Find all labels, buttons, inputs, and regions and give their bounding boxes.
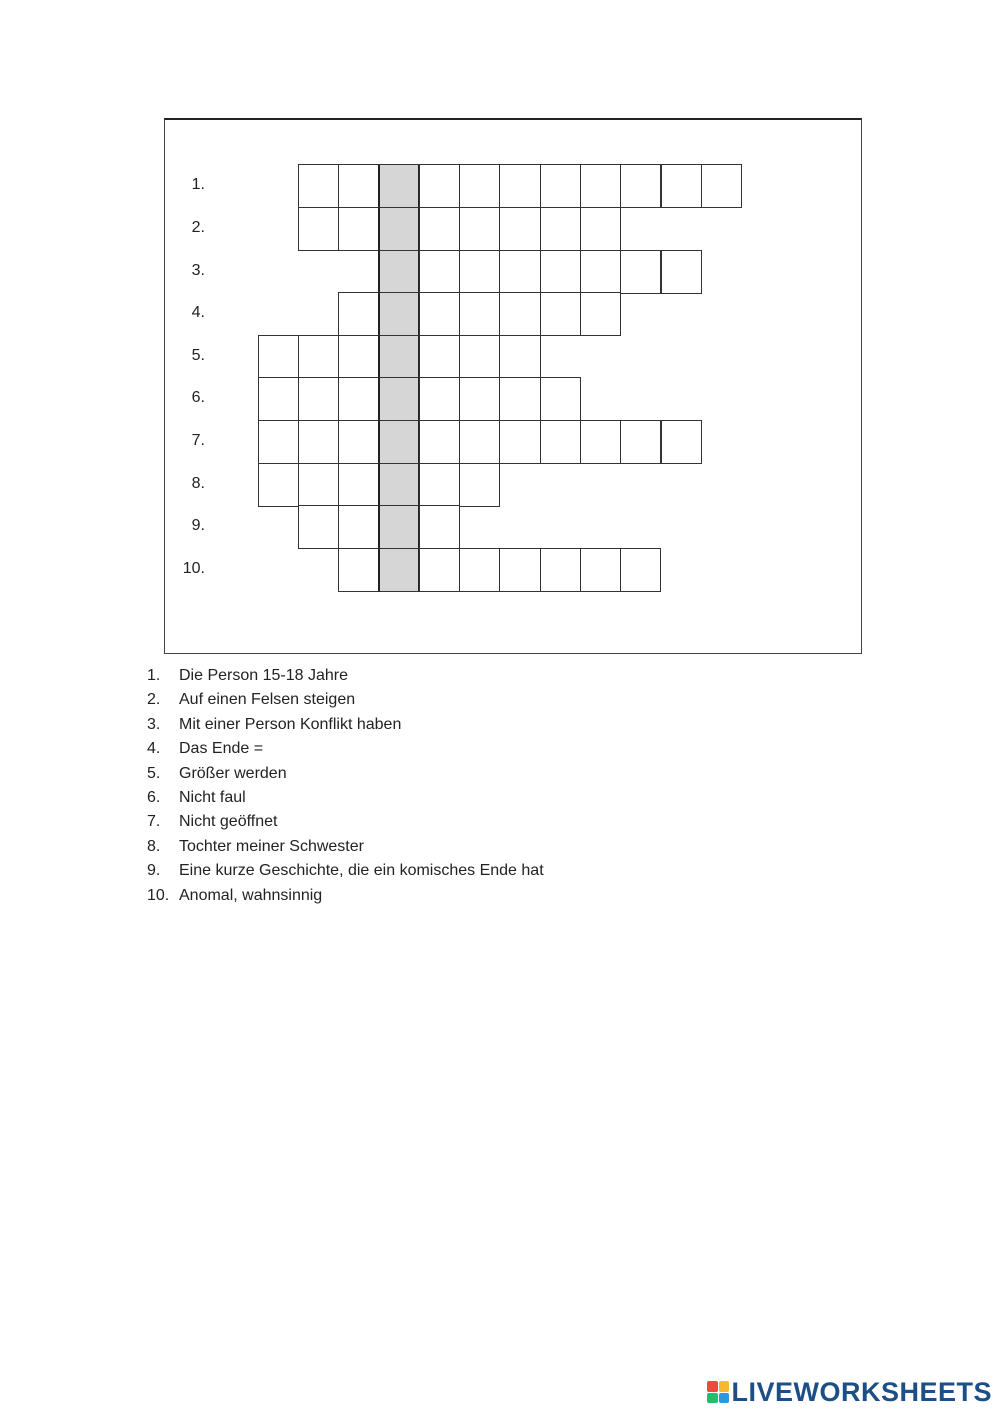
row-number: 2. [191,219,205,237]
clue-item [147,664,544,688]
crossword-cell[interactable] [701,164,742,208]
crossword-cell[interactable] [499,420,540,464]
solution-cell[interactable] [378,377,419,421]
crossword-cell[interactable] [338,292,379,336]
clue-number: 1. [147,667,161,684]
solution-cell[interactable] [378,250,419,294]
solution-cell[interactable] [378,164,419,208]
crossword-cell[interactable] [298,463,339,507]
clue-item [147,859,544,883]
solution-cell[interactable] [378,505,419,549]
crossword-cell[interactable] [258,463,299,507]
clue-text: Auf einen Felsen steigen [179,691,356,709]
clue-number: 7. [147,813,161,831]
crossword-cell[interactable] [338,548,379,592]
row-number: 3. [191,262,205,280]
crossword-cell[interactable] [459,164,500,208]
row-number: 8. [191,475,205,493]
crossword-cell[interactable] [620,420,661,464]
clue-item [147,786,544,810]
clue-text: Tochter meiner Schwester [179,837,364,855]
crossword-cell[interactable] [419,207,460,251]
crossword-cell[interactable] [661,420,702,464]
solution-cell[interactable] [378,548,419,592]
solution-cell[interactable] [378,463,419,507]
logo-text: LIVEWORKSHEETS [731,1376,992,1407]
crossword-cell[interactable] [338,420,379,464]
crossword-cell[interactable] [419,377,460,421]
crossword-cell[interactable] [298,164,339,208]
crossword-cell[interactable] [620,164,661,208]
crossword-cell[interactable] [499,207,540,251]
solution-cell[interactable] [378,420,419,464]
row-number: 1. [191,176,205,194]
crossword-cell[interactable] [298,207,339,251]
clue-item [147,835,544,859]
crossword-cell[interactable] [419,420,460,464]
clue-number: 8. [147,837,161,855]
crossword-cell[interactable] [499,292,540,336]
crossword-cell[interactable] [419,250,460,294]
crossword-cell[interactable] [459,292,500,336]
clue-item [147,737,544,761]
crossword-cell[interactable] [419,335,460,379]
crossword-cell[interactable] [338,377,379,421]
crossword-cell[interactable] [258,420,299,464]
crossword-cell[interactable] [298,505,339,549]
clue-number: 2. [147,691,161,709]
clue-item [147,884,544,908]
crossword-cell[interactable] [338,164,379,208]
crossword-cell[interactable] [620,548,661,592]
row-number: 4. [191,304,205,322]
crossword-cell[interactable] [580,164,621,208]
row-number: 7. [191,432,205,450]
clue-text: Größer werden [179,764,287,782]
crossword-cell[interactable] [258,335,299,379]
crossword-cell[interactable] [459,420,500,464]
row-number: 5. [191,347,205,365]
crossword-cell[interactable] [580,250,621,294]
crossword-cell[interactable] [338,505,379,549]
clue-text: Nicht faul [179,788,246,806]
crossword-cell[interactable] [419,463,460,507]
crossword-cell[interactable] [540,420,581,464]
crossword-cell[interactable] [499,250,540,294]
crossword-cell[interactable] [540,250,581,294]
clue-text: Nicht geöffnet [179,813,278,831]
clue-list [147,664,544,908]
clue-text: Anomal, wahnsinnig [179,886,323,904]
crossword-cell[interactable] [419,164,460,208]
crossword-cell[interactable] [540,292,581,336]
liveworksheets-logo [707,1377,992,1407]
clue-item [147,688,544,712]
crossword-cell[interactable] [580,420,621,464]
clue-item [147,810,544,834]
crossword-cell[interactable] [459,207,500,251]
crossword-cell[interactable] [540,207,581,251]
crossword-cell[interactable] [419,292,460,336]
solution-cell[interactable] [378,292,419,336]
clue-number: 3. [147,715,161,733]
crossword-cell[interactable] [298,420,339,464]
crossword-cell[interactable] [620,250,661,294]
liveworksheets-logo-icon [707,1381,729,1403]
crossword-cell[interactable] [661,164,702,208]
crossword-cell[interactable] [580,548,621,592]
solution-cell[interactable] [378,207,419,251]
crossword-cell[interactable] [459,463,500,507]
crossword-cell[interactable] [540,377,581,421]
clue-text: Eine kurze Geschichte, die ein komisches Ende hat [179,862,544,880]
crossword-cell[interactable] [459,335,500,379]
clue-text: Mit einer Person Konflikt haben [179,715,402,733]
crossword-cell[interactable] [419,548,460,592]
crossword-cell[interactable] [580,292,621,336]
clue-number: 5. [147,764,161,782]
crossword-cell[interactable] [499,335,540,379]
clue-text: Das Ende = [179,740,264,758]
crossword-cell[interactable] [338,207,379,251]
clue-text: Die Person 15-18 Jahre [179,667,348,684]
row-number: 9. [191,517,205,535]
crossword-cell[interactable] [540,548,581,592]
crossword-cell[interactable] [459,377,500,421]
clue-number: 4. [147,740,161,758]
clue-item [147,713,544,737]
row-number: 6. [191,389,205,407]
clue-number: 9. [147,862,161,880]
clue-number: 6. [147,788,161,806]
crossword-cell[interactable] [459,548,500,592]
crossword-cell[interactable] [540,164,581,208]
crossword-cell[interactable] [298,377,339,421]
clue-number: 10. [147,886,170,904]
crossword-cell[interactable] [419,505,460,549]
crossword-cell[interactable] [459,250,500,294]
clue-item [147,762,544,786]
crossword-cell[interactable] [580,207,621,251]
row-number: 10. [182,560,205,578]
crossword-cell[interactable] [258,377,299,421]
crossword-cell[interactable] [499,164,540,208]
crossword-cell[interactable] [661,250,702,294]
crossword-cell[interactable] [338,463,379,507]
crossword-cell[interactable] [338,335,379,379]
crossword-cell[interactable] [499,548,540,592]
crossword-cell[interactable] [298,335,339,379]
solution-cell[interactable] [378,335,419,379]
crossword-cell[interactable] [499,377,540,421]
